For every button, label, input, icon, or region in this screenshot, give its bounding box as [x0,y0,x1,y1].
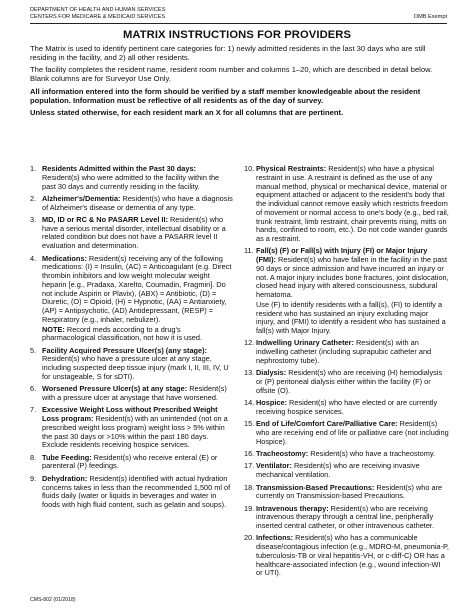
item-number: 9. [30,473,37,483]
item-body [42,385,235,403]
item-body [42,255,235,325]
item-number: 19. [244,503,255,513]
intro-paragraph-4: Unless stated otherwise, for each resident mark an X for all columns that are pertinent. [30,108,344,118]
item-title: Transmission-Based Precautions: [256,482,375,492]
item-title: Facility Acquired Pressure Ulcer(s) (any stage): [42,345,208,355]
list-item [244,399,449,417]
right-column [244,165,449,582]
item-body [256,399,449,417]
list-item [30,255,235,344]
item-text: Resident(s) who have a physical restraint in use. A restraint is defined as the use of any manual method, physical or mechanical device, material or equipment attached or adjacent to the resident's body that the individual cannot remove easily which restricts freedom of movement or normal access to one's body (e.g., bed rail, trunk restraint, limb restraint, chair prevents rising, mitts on hands, confined to room, etc.). Do not code wander guards as a restraint. [256,164,449,243]
item-body [256,339,449,365]
item-number: 7. [30,405,37,415]
form-number: CMS-802 (01/2018) [30,597,76,603]
item-text: Resident(s) who are currently on Transmission-based Precautions. [256,482,443,501]
item-number: 6. [30,384,37,394]
list-item [30,385,235,403]
item-note [42,326,235,344]
item-body [42,216,235,251]
list-item [30,165,235,191]
item-body [42,406,235,450]
list-item [244,165,449,244]
list-item [244,247,449,336]
item-text: Resident(s) who have a pressure ulcer at any stage, including suspected deep tissue injury (mark I, II, III, IV, U for unstageable, S for sDTI). [42,354,229,381]
item-text: Resident(s) receiving any of the following medications: (I) = Insulin, (AC) = Anticoagulant (e.g. Direct thrombin inhibitors and low weight molecular weight heparin [e.g., Pradaxa, Xarelto, Coumadin, Fragmin]. Do not include Aspirin or Plavix), (ABX) = Antibiotic, (D) = Diuretic, (O) = Opioid, (H) = Hypnotic, (AA) = Antianxiety, (AP) = Antipsychotic, (AD) Antidepressant, (RESP) = Respiratory (e.g., inhaler, nebulizer). [42,253,232,324]
left-column [30,165,235,513]
item-body [256,450,449,459]
item-text: Resident(s) who have a serious mental disorder, intellectual disability or a related condition but does not have a PASARR level II evaluation and determination. [42,214,226,251]
item-body [256,247,449,300]
item-body [256,534,449,578]
item-number: 13. [244,368,255,378]
item-title: Dehydration: [42,473,88,483]
item-text: Resident(s) who have fallen in the facility in the past 90 days or since admission and have incurred an injury or not. A major injury includes bone fractures, joint dislocation, closed head injury with altered consciousness, subdural hematoma. [256,255,449,300]
item-text: Resident(s) identified with actual hydration concerns takes in less than the recommended 1,500 ml of fluids daily (water or liquids in beverages and water in foods with high fluid content, such as gelatin and soups). [42,473,231,509]
item-text: Resident(s) with an unintended (not on a prescribed weight loss program) weight loss > 5% within the past 30 days or >10% within the past 180 days. Exclude residents receiving hospice services. [42,414,228,450]
item-number: 5. [30,345,37,355]
item-title: Hospice: [256,398,288,408]
item-body [42,454,235,472]
item-title: Tracheostomy: [256,449,309,459]
item-number: 12. [244,338,255,348]
list-item [30,454,235,472]
item-number: 10. [244,164,255,173]
list-item [244,534,449,578]
page-title: MATRIX INSTRUCTIONS FOR PROVIDERS [122,29,352,41]
item-body [42,347,235,382]
list-item [244,505,449,531]
item-text: Resident(s) who are receiving invasive mechanical ventilation. [256,461,420,480]
item-title: Intravenous therapy: [256,503,329,513]
list-item [30,347,235,382]
item-title: Worsened Pressure Ulcer(s) at any stage: [42,384,188,394]
item-body [256,420,449,446]
item-title: Tube Feeding: [42,452,92,462]
agency-line-2: CENTERS FOR MEDICARE & MEDICAID SERVICES [30,14,166,20]
item-number: 18. [244,482,255,492]
item-number: 14. [244,398,255,408]
intro-paragraph-2: The facility completes the resident name, resident room number and columns 1–20, which are described in detail below. Blank columns are for Surveyor Use Only. [30,65,433,84]
item-title: Medications: [42,253,87,263]
list-item [30,216,235,251]
intro-paragraph-1: The Matrix is used to identify pertinent care categories for: 1) newly admitted residents in the last 30 days who are still residing in the facility, and 2) all other residents. [30,44,426,63]
item-title: Fall(s) (F) or Fall(s) with Injury (FI) or Major Injury (FMI): [256,246,428,265]
intro-paragraph-3: All information entered into the form should be verified by a staff member knowledgeable about the resident population. Information must be reflective of all residents as of the day of survey. [30,86,421,105]
item-number: 2. [30,193,37,203]
item-number: 8. [30,452,37,462]
item-text: Resident(s) who have elected or are currently receiving hospice services. [256,398,438,416]
item-title: Ventilator: [256,461,292,471]
list-item [30,406,235,450]
item-number: 16. [244,449,255,459]
header-divider [30,23,447,24]
item-title: Indwelling Urinary Catheter: [256,338,354,348]
list-item [244,339,449,365]
item-number: 20. [244,533,255,543]
item-title: Alzheimer's/Dementia: [42,193,121,203]
item-text: Resident(s) who receive enteral (E) or parenteral (P) feedings. [42,452,218,471]
item-title: Infections: [256,533,294,543]
list-item [244,484,449,502]
item-number: 4. [30,253,37,263]
item-text: Resident(s) who are receiving (H) hemodialysis or (P) peritoneal dialysis either within the facility (F) or offsite (O). [256,368,443,395]
list-item [244,450,449,459]
item-text: Resident(s) with an indwelling catheter (including suprapubic catheter and nephrostomy tube). [256,338,432,365]
item-body [42,195,235,213]
item-body [42,475,235,510]
omb-exempt-label: OMB Exempt [413,14,447,20]
list-item [30,475,235,510]
item-title: Dialysis: [256,368,287,378]
item-number: 11. [244,246,254,256]
intro-section [30,44,450,120]
item-subparagraph: Use (F) to identify residents with a fall(s), (FI) to identify a resident who has sustained an injury excluding major injury, and (FMI) to identify a resident who has sustained a fall(s) with Major Injury. [256,299,446,336]
item-text: Resident(s) who are receiving end of life or palliative care (not including Hospice). [256,419,449,446]
item-text: Resident(s) who have a diagnosis of Alzheimer's disease or dementia of any type. [42,193,233,212]
item-body [256,505,449,531]
item-title: Excessive Weight Loss without Prescribed Weight Loss program: [42,405,218,424]
list-item [30,195,235,213]
item-text: Resident(s) who have a tracheostomy. [308,449,436,459]
item-text: Resident(s) with a pressure ulcer at anystage that have worsened. [42,384,227,402]
item-title: Residents Admitted within the Past 30 days: [42,164,196,173]
item-body [256,165,449,244]
list-item [244,420,449,446]
item-body [256,462,449,480]
item-note-label: NOTE: [42,324,65,334]
item-number: 3. [30,214,37,224]
item-title: End of Life/Comfort Care/Palliative Care: [256,419,398,429]
agency-line-1: DEPARTMENT OF HEALTH AND HUMAN SERVICES [30,7,166,13]
list-item [244,462,449,480]
item-title: Physical Restraints: [256,164,327,173]
item-number: 17. [244,461,255,471]
item-body [42,165,235,191]
item-note-text: Record meds according to a drug's pharmacological classification, not how it is used. [42,324,203,343]
list-item [244,369,449,395]
item-text: Resident(s) who has a communicable disease/contagious infection (e.g., MDRO-M, pneumonia-P, tuberculosis-TB or viral hepatitis-VH, or c-diff-C) OR has a healthcare-associated infection (e.g., wound infection-WI or UTI). [256,533,449,578]
item-body [256,369,449,395]
item-title: MD, ID or RC & No PASARR Level II: [42,214,168,224]
agency-header [30,7,165,21]
item-text: Resident(s) who were admitted to the facility within the past 30 days and currently residing in the facility. [42,172,220,191]
item-number: 15. [244,419,255,429]
item-body [256,484,449,502]
item-number: 1. [30,164,37,173]
item-text: Resident(s) who are receiving intravenous therapy through a central line, peripherally inserted central catheter, or other intravenous catheter. [256,503,434,531]
